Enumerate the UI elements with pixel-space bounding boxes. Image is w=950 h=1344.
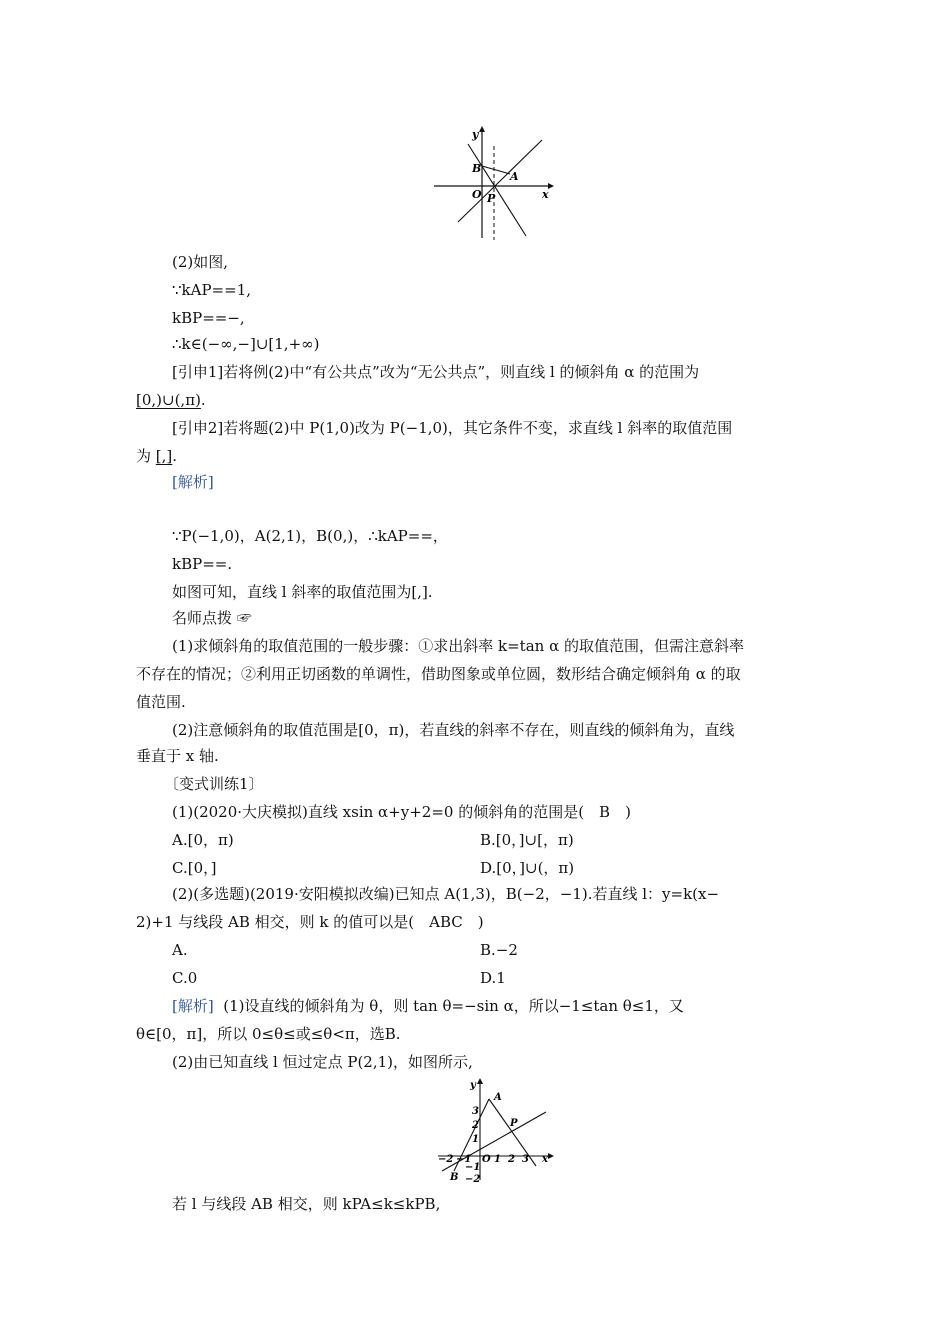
fig2-xtick-o: O bbox=[482, 1154, 491, 1165]
fig2-ytick-1: 1 bbox=[472, 1134, 479, 1145]
figure-segment-ab bbox=[432, 1076, 558, 1184]
line-11: 如图可知，直线 l 斜率的取值范围为[,]. bbox=[172, 583, 433, 601]
q1-option-d: D.[0，]∪(，π) bbox=[480, 859, 575, 877]
fig2-xtick-1: 1 bbox=[494, 1154, 501, 1165]
q1-option-c: C.[0，] bbox=[172, 859, 217, 877]
fig2-xtick-3: 3 bbox=[522, 1154, 529, 1165]
question-2-cont: 2)+1 与线段 AB 相交，则 k 的值可以是( ABC ) bbox=[136, 913, 484, 931]
fig2-x-label: x bbox=[542, 1154, 548, 1165]
fig1-p-label: P bbox=[487, 192, 496, 205]
analysis-label-1: [解析] bbox=[172, 473, 214, 491]
fig1-x-label: x bbox=[542, 188, 549, 201]
answer-range-2: [,] bbox=[155, 447, 173, 465]
fig2-a-label: A bbox=[494, 1092, 502, 1103]
fig1-o-label: O bbox=[472, 188, 482, 201]
answer-range-1: [0,)∪(,π) bbox=[136, 391, 201, 409]
exercise-heading: 〔变式训练1〕 bbox=[164, 775, 264, 793]
fig2-ytick-neg2: −2 bbox=[465, 1174, 481, 1184]
question-1: (1)(2020·大庆模拟)直线 xsin α+y+2=0 的倾斜角的范围是( B ) bbox=[172, 803, 631, 821]
line-2: ∵kAP==1, bbox=[172, 281, 252, 299]
fig2-ytick-2: 2 bbox=[472, 1120, 479, 1131]
line-9: ∵P(−1,0)，A(2,1)，B(0,)，∴kAP==， bbox=[172, 527, 448, 545]
line-20: 若 l 与线段 AB 相交，则 kPA≤k≤kPB, bbox=[172, 1195, 441, 1213]
line-8-prefix: 为 bbox=[136, 447, 152, 465]
fig1-y-label: y bbox=[472, 128, 479, 141]
line-13: 不存在的情况；②利用正切函数的单调性，借助图象或单位圆，数形结合确定倾斜角 α 的取 bbox=[136, 665, 741, 683]
line-12: (1)求倾斜角的取值范围的一般步骤：①求出斜率 k=tan α 的取值范围，但需注意斜率 bbox=[172, 637, 744, 655]
line-15: (2)注意倾斜角的取值范围是[0，π)，若直线的斜率不存在，则直线的倾斜角为，直线 bbox=[172, 721, 735, 739]
fig2-p-label: P bbox=[510, 1118, 518, 1129]
line-16: 垂直于 x 轴. bbox=[136, 747, 219, 765]
analysis-label-2: [解析] bbox=[172, 997, 214, 1015]
line-17: (1)设直线的倾斜角为 θ，则 tan θ=−sin α，所以−1≤tan θ≤1，又 bbox=[223, 997, 684, 1015]
line-10: kBP==. bbox=[172, 555, 233, 573]
fig2-b-label: B bbox=[450, 1172, 459, 1183]
q2-option-a: A. bbox=[172, 941, 188, 959]
fig1-a-label: A bbox=[510, 170, 519, 183]
figure-lines-through-p bbox=[430, 124, 560, 242]
line-18: θ∈[0，π]，所以 0≤θ≤或≤θ<π，选B. bbox=[136, 1025, 401, 1043]
fig2-ytick-neg1: −1 bbox=[465, 1162, 481, 1173]
line-3: kBP==−, bbox=[172, 309, 245, 327]
line-4: ∴k∈(−∞,−]∪[1,+∞) bbox=[172, 335, 320, 353]
tips-heading: 名师点拨 ☞ bbox=[172, 609, 252, 627]
fig2-y-label: y bbox=[470, 1080, 476, 1091]
q1-option-b: B.[0，]∪[，π) bbox=[480, 831, 574, 849]
line-6-period: . bbox=[200, 391, 206, 409]
question-2: (2)(多选题)(2019·安阳模拟改编)已知点 A(1,3)，B(−2，−1).若直线 l：y=k(x− bbox=[172, 885, 720, 903]
fig1-b-label: B bbox=[472, 162, 482, 175]
fig2-xtick-neg2: −2 bbox=[438, 1154, 454, 1165]
line-8-period: . bbox=[172, 447, 178, 465]
q2-option-b: B.−2 bbox=[480, 941, 518, 959]
q2-option-d: D.1 bbox=[480, 969, 506, 987]
q2-option-c: C.0 bbox=[172, 969, 198, 987]
fig2-ytick-3: 3 bbox=[472, 1106, 479, 1117]
line-1: (2)如图, bbox=[172, 253, 229, 271]
q1-option-a: A.[0，π) bbox=[172, 831, 234, 849]
line-7: [引申2]若将题(2)中 P(1,0)改为 P(−1,0)，其它条件不变，求直线 l 斜率的取值范围 bbox=[172, 419, 733, 437]
line-5: [引申1]若将例(2)中“有公共点”改为“无公共点”，则直线 l 的倾斜角 α 的范围为 bbox=[172, 363, 700, 381]
line-14: 值范围. bbox=[136, 693, 186, 711]
fig2-xtick-2: 2 bbox=[508, 1154, 515, 1165]
fig2-xtick-neg1: −1 bbox=[456, 1154, 472, 1165]
line-19: (2)由已知直线 l 恒过定点 P(2,1)，如图所示, bbox=[172, 1053, 473, 1071]
